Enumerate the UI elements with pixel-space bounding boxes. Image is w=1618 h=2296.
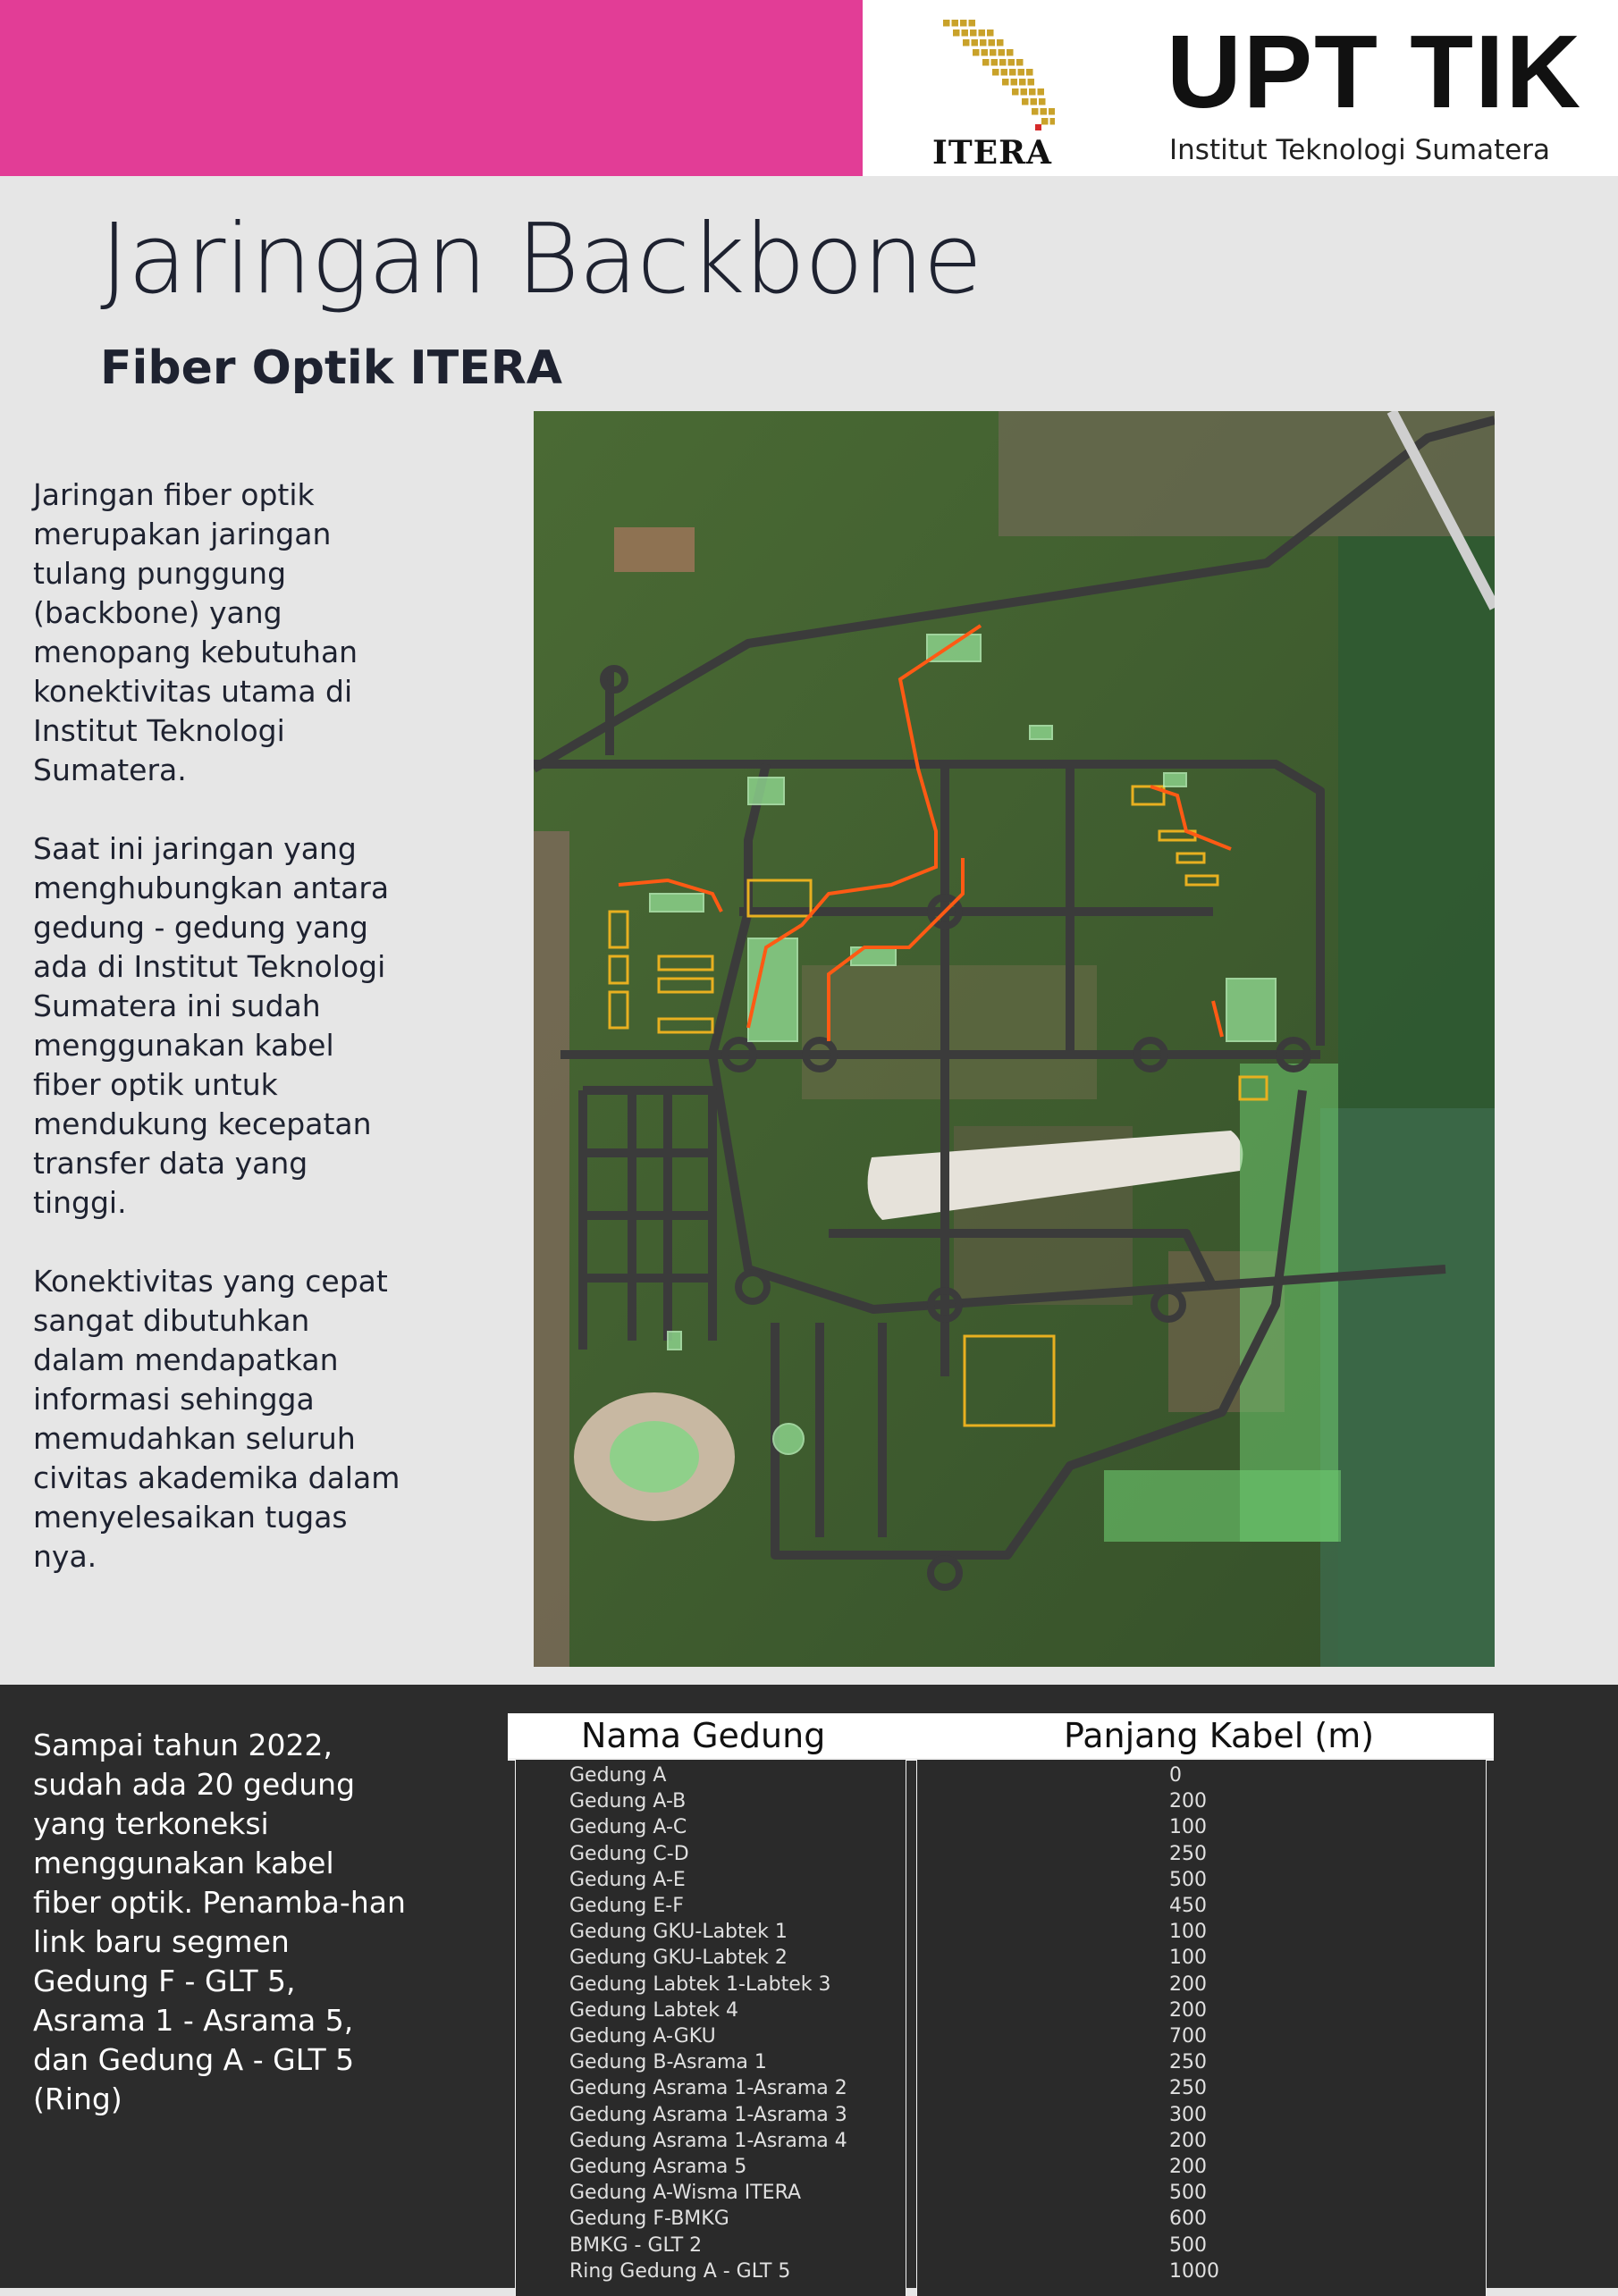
table-cell-building: Gedung A-E	[569, 1868, 686, 1891]
table-cell-building: Gedung B-Asrama 1	[569, 2051, 767, 2074]
table-cell-building: Gedung Asrama 1-Asrama 3	[569, 2103, 847, 2126]
column-header-cable-length: Panjang Kabel (m)	[1064, 1716, 1375, 1755]
table-cell-cable-length: 200	[1169, 1790, 1207, 1813]
table-cell-building: Gedung Labtek 4	[569, 1998, 738, 2022]
table-cell-building: Gedung Labtek 1-Labtek 3	[569, 1972, 831, 1996]
brand-title: UPT TIK	[1167, 13, 1583, 130]
table-cell-cable-length: 200	[1169, 2156, 1207, 2178]
header-bar	[0, 0, 1618, 176]
table-cell-cable-length: 300	[1169, 2103, 1207, 2126]
table-cell-cable-length: 100	[1169, 1921, 1207, 1944]
table-cell-cable-length: 200	[1169, 1972, 1207, 1996]
table-cell-building: Gedung Asrama 1-Asrama 4	[569, 2129, 847, 2152]
table-cell-cable-length: 600	[1169, 2208, 1207, 2231]
table-cell-cable-length: 0	[1169, 1764, 1182, 1787]
column-header-building: Nama Gedung	[581, 1716, 826, 1755]
table-cell-cable-length: 200	[1169, 2129, 1207, 2152]
table-cell-building: Ring Gedung A - GLT 5	[569, 2259, 791, 2283]
table-cell-cable-length: 500	[1169, 2182, 1207, 2205]
logo-wordmark: ITERA	[932, 134, 1052, 172]
table-cell-cable-length: 500	[1169, 2233, 1207, 2257]
accent-banner	[0, 0, 863, 176]
intro-paragraph: Jaringan fiber optik merupakan jaringan tulang punggung (backbone) yang menopang kebutuhan konektivitas utama di Institut Teknologi Sumatera.	[33, 477, 358, 787]
intro-text	[33, 475, 409, 1616]
cable-length-column	[916, 1760, 1487, 2296]
table-header	[508, 1713, 1494, 1758]
table-cell-building: Gedung C-D	[569, 1842, 689, 1865]
table-cell-cable-length: 250	[1169, 2051, 1207, 2074]
table-cell-building: Gedung F-BMKG	[569, 2208, 729, 2231]
table-cell-building: Gedung Asrama 1-Asrama 2	[569, 2077, 847, 2100]
building-column	[515, 1760, 906, 2296]
table-cell-building: Gedung A-Wisma ITERA	[569, 2182, 802, 2205]
intro-paragraph: Konektivitas yang cepat sangat dibutuhkan dalam mendapatkan informasi sehingga memudahkan seluruh civitas akademika dalam menyelesaikan tugas nya.	[33, 1264, 400, 1574]
table-cell-cable-length: 200	[1169, 1998, 1207, 2022]
table-cell-cable-length: 500	[1169, 1868, 1207, 1891]
table-cell-building: Gedung A-C	[569, 1816, 687, 1839]
page-title: Jaringan Backbone	[100, 204, 982, 315]
table-cell-cable-length: 250	[1169, 2077, 1207, 2100]
table-cell-building: Gedung A-B	[569, 1790, 687, 1813]
table-cell-cable-length: 1000	[1169, 2259, 1219, 2283]
table-cell-building: Gedung GKU-Labtek 1	[569, 1921, 788, 1944]
brand-subtitle: Institut Teknologi Sumatera	[1169, 134, 1551, 166]
table-cell-cable-length: 100	[1169, 1947, 1207, 1970]
table-cell-building: Gedung GKU-Labtek 2	[569, 1947, 788, 1970]
intro-paragraph: Saat ini jaringan yang menghubungkan antara gedung - gedung yang ada di Institut Teknologi Sumatera ini sudah menggunakan kabel fiber optik untuk mendukung kecepatan transfer data yang tinggi.	[33, 831, 390, 1220]
summary-text: Sampai tahun 2022, sudah ada 20 gedung yang terkoneksi menggunakan kabel fiber optik. Penamba-han link baru segmen Gedung F - GLT 5, Asrama 1 - Asrama 5, dan Gedung A - GLT 5 (Ring)	[33, 1728, 406, 2116]
table-cell-building: Gedung A	[569, 1764, 667, 1787]
table-cell-cable-length: 450	[1169, 1895, 1207, 1917]
table-cell-building: Gedung E-F	[569, 1895, 684, 1917]
table-cell-building: Gedung A-GKU	[569, 2025, 716, 2048]
campus-satellite-map	[534, 411, 1495, 1667]
campus-map-graphic	[534, 411, 1495, 1667]
page-subtitle: Fiber Optik ITERA	[100, 341, 563, 395]
table-cell-cable-length: 250	[1169, 1842, 1207, 1865]
table-cell-cable-length: 100	[1169, 1816, 1207, 1839]
table-cell-cable-length: 700	[1169, 2025, 1207, 2048]
table-cell-building: BMKG - GLT 2	[569, 2233, 703, 2257]
table-cell-building: Gedung Asrama 5	[569, 2156, 747, 2178]
